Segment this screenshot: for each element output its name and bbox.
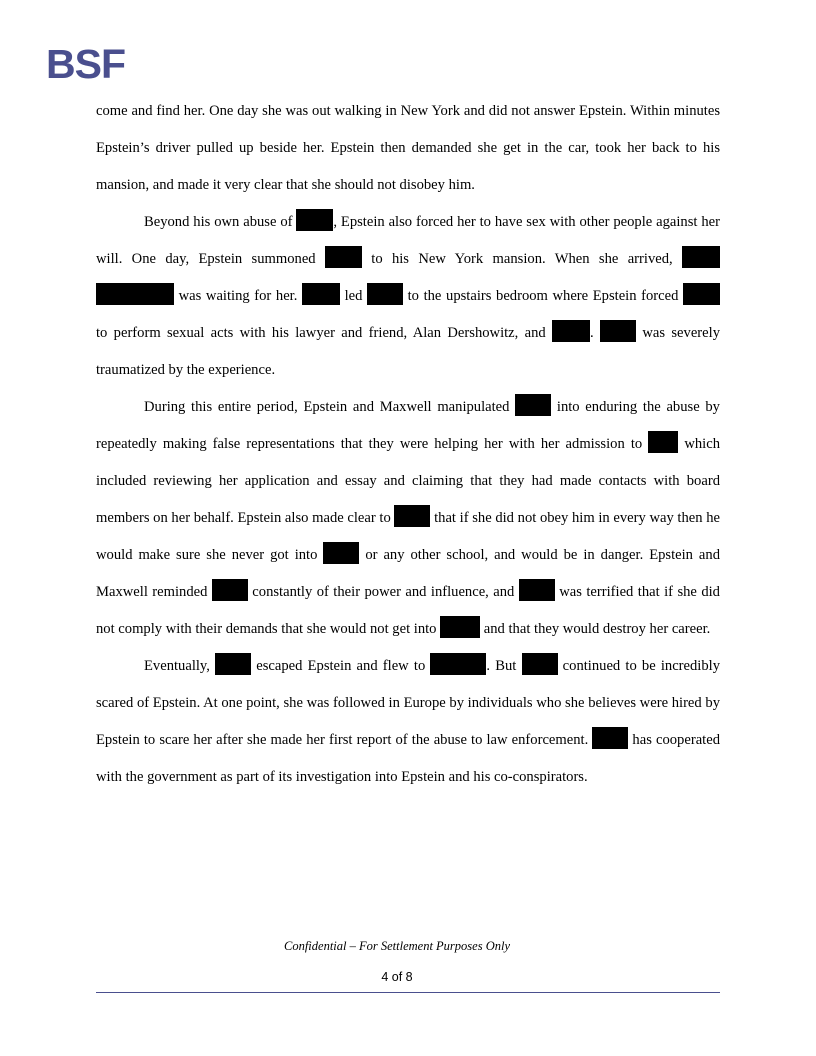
paragraph-text: into enduring the abuse by repeatedly making false representations that they were helping her with her admission to (96, 399, 720, 452)
redaction-box (325, 246, 362, 268)
redaction-box (367, 283, 403, 305)
paragraph-text: to the upstairs bedroom where Epstein forced (403, 288, 683, 304)
paragraph-text: has cooperated with the government as part of its investigation into Epstein and his co-conspirators. (96, 732, 720, 785)
redaction-box (302, 283, 340, 305)
paragraph-text: Beyond his own abuse of (144, 214, 297, 230)
footer-divider (96, 992, 720, 993)
redaction-box (682, 246, 720, 268)
paragraph-text: come and find her. One day she was out walking in New York and did not answer Epstein. Within minutes Epstein’s driver pulled up beside her. Epstein then demanded she get in the car, took her back to his mansion, and made it very clear that she should not disobey him. (96, 103, 720, 193)
paragraph-3 (96, 389, 720, 648)
paragraph-text: constantly of their power and influence, and (247, 584, 519, 600)
redaction-box (394, 505, 430, 527)
confidentiality-notice: Confidential – For Settlement Purposes Only (283, 939, 510, 953)
paragraph-text: was terrified that if she did not comply with their demands that she would not get into (96, 584, 720, 637)
paragraph-text: to perform sexual acts with his lawyer and friend, Alan Dershowitz, and (96, 325, 553, 341)
redaction-box (592, 727, 628, 749)
paragraph-text: continued to be incredibly scared of Epstein. At one point, she was followed in Europe by individuals who she believes were hired by Epstein to scare her after she made her first report of the abuse to law enforcement. (96, 658, 721, 748)
paragraph-text: led (339, 288, 368, 304)
paragraph-1 (96, 93, 720, 204)
redaction-box (440, 616, 480, 638)
redaction-box (519, 579, 555, 601)
firm-logo: BSF (46, 41, 125, 87)
redaction-box (296, 209, 333, 231)
paragraph-text: and that they would destroy her career. (480, 621, 711, 637)
redaction-box (683, 283, 720, 305)
redaction-box (212, 579, 248, 601)
paragraph-4 (96, 648, 720, 796)
redaction-box (522, 653, 558, 675)
paragraph-text: or any other school, and would be in danger. Epstein and Maxwell reminded (96, 547, 720, 600)
redaction-box (515, 394, 551, 416)
redaction-box (215, 653, 251, 675)
paragraph-2 (96, 204, 720, 389)
redaction-box (96, 283, 174, 305)
paragraph-text: . But (486, 658, 522, 674)
paragraph-text: Eventually, (144, 658, 216, 674)
paragraph-text: was severely traumatized by the experience. (96, 325, 720, 378)
paragraph-text: which included reviewing her application and essay and claiming that they had made contacts with board members on her behalf. Epstein also made clear to (96, 436, 720, 526)
redaction-box (323, 542, 359, 564)
paragraph-text: that if she did not obey him in every way then he would make sure she never got into (96, 510, 721, 563)
redaction-box (430, 653, 486, 675)
redaction-box (552, 320, 590, 342)
paragraph-text: , Epstein also forced her to have sex with other people against her will. One day, Epstein summoned (96, 214, 720, 267)
page-number: 4 of 8 (381, 970, 413, 984)
redaction-box (600, 320, 636, 342)
letter-body (96, 93, 720, 796)
paragraph-text: escaped Epstein and flew to (251, 658, 431, 674)
paragraph-text: was waiting for her. (174, 288, 302, 304)
paragraph-text: During this entire period, Epstein and Maxwell manipulated (144, 399, 516, 415)
paragraph-text: to his New York mansion. When she arrived, (361, 251, 682, 267)
redaction-box (648, 431, 678, 453)
paragraph-text: . (590, 325, 601, 341)
